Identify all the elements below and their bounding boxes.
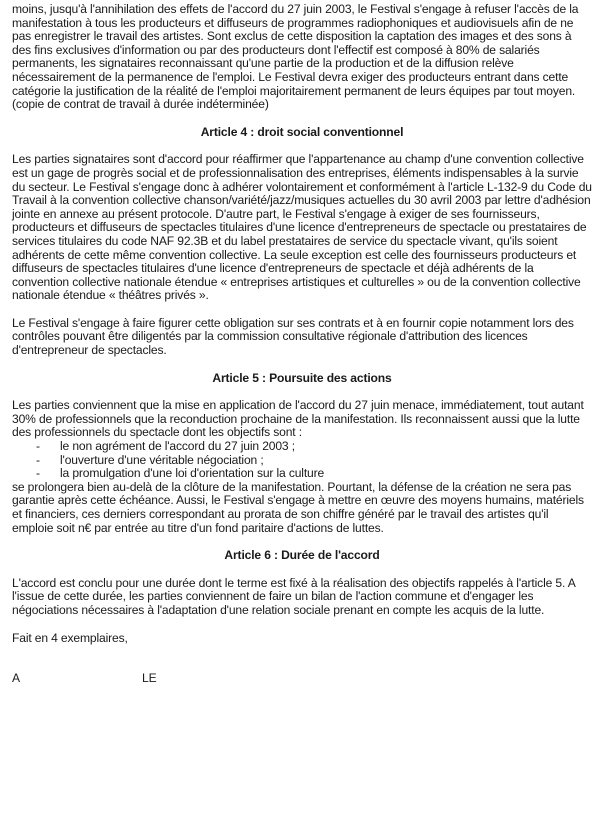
article-6 bbox=[12, 549, 592, 617]
intro-paragraph: moins, jusqu'à l'annihilation des effets de l'accord du 27 juin 2003, le Festival s'engage à refuser l'accès de la manifestation à tous les producteurs et diffuseurs de programmes radiophoniques et audiovisuels afin de ne pas enregistrer le travail des artistes. Sont exclus de cette disposition la captation des images et des sons à des fins exclusives d'information ou par des producteurs dont l'effectif est composé à 80% de salariés permanents, les signataires reconnaissant qu'une partie de la production et de la diffusion relève nécessairement de la permanence de l'emploi. Le Festival devra exiger des producteurs entrant dans cette catégorie la justification de la réalité de l'emploi majoritairement permanent de leurs équipes par tout moyen. (copie de contrat de travail à durée indéterminée) bbox=[12, 2, 579, 112]
place-label: A bbox=[12, 671, 20, 686]
article-4 bbox=[12, 126, 592, 358]
article-6-paragraph: L'accord est conclu pour une durée dont le terme est fixé à la réalisation des objectifs rappelés à l'article 5. A l'issue de cette durée, les parties conviennent de faire un bilan de l'action commune et d'engager les négociations nécessaires à l'adaptation d'une relation sociale prenant en compte les acquis de la lutte. bbox=[12, 575, 575, 617]
signature-place-date bbox=[12, 672, 592, 686]
fait-en-exemplaires: Fait en 4 exemplaires, bbox=[12, 630, 128, 645]
article-5-outro: se prolongera bien au-delà de la clôture de la manifestation. Pourtant, la défense de la création ne sera pas garantie après cette échéance. Aussi, le Festival s'engage à mettre en œuvre des moyens humains, matériels et financiers, ces derniers correspondant au prorata de son chiffre généré par le travail des artistes qu'il emploie soit n€ par entrée au titre d'un fond paritaire d'actions de luttes. bbox=[12, 479, 584, 535]
objective-item: - le non agrément de l'accord du 27 juin 2003 ; bbox=[36, 440, 592, 454]
document-page bbox=[12, 3, 592, 686]
article-5-intro: Les parties conviennent que la mise en application de l'accord du 27 juin menace, immédiatement, tout autant 30% de professionnels que la reconduction prochaine de la manifestation. Ils reconnaissent aussi que la lutte des professionnels du spectacle dont les objectifs sont : bbox=[12, 398, 584, 440]
objective-item: - la promulgation d'une loi d'orientation sur la culture bbox=[36, 467, 592, 481]
date-label: LE bbox=[142, 671, 157, 686]
article-5 bbox=[12, 372, 592, 536]
objectives-list bbox=[12, 440, 592, 481]
article-4-paragraph-2: Le Festival s'engage à faire figurer cette obligation sur ses contrats et à en fournir copie notamment lors des contrôles pouvant être diligentés par la commission consultative régionale d'attribution des licences d'entrepreneur de spectacles. bbox=[12, 315, 574, 358]
article-4-paragraph-1: Les parties signataires sont d'accord pour réaffirmer que l'appartenance au champ d'une convention collective est un gage de progrès social et de professionnalisation des entreprises, éléments indispensables à la survie du secteur. Le Festival s'engage donc à adhérer volontairement et conformément à l'article L-132-9 du Code du Travail à la convention collective chanson/variété/jazz/musiques actuelles du 30 avril 2003 par lettre d'adhésion jointe en annexe au présent protocole. D'autre part, le Festival s'engage à exiger de ses fournisseurs, producteurs et diffuseurs de spectacles titulaires d'une licence d'entrepreneurs de spectacle ou prestataires de services titulaires du code NAF 92.3B et du label prestataires de service du spectacle vivant, qu'ils soient adhérents de cette même convention collective. La seule exception est celle des fournisseurs producteurs et diffuseurs de spectacles titulaires d'une licence d'entrepreneurs de spectacle et déjà adhérents de la convention collective nationale étendue « entreprises artistiques et culturelles » ou de la convention collective nationale étendue « théâtres privés ». bbox=[12, 152, 592, 303]
article-5-heading: Article 5 : Poursuite des actions bbox=[212, 370, 392, 385]
article-4-heading: Article 4 : droit social conventionnel bbox=[200, 124, 404, 139]
article-6-heading: Article 6 : Durée de l'accord bbox=[224, 548, 380, 563]
objective-item: - l'ouverture d'une véritable négociation ; bbox=[36, 454, 592, 468]
